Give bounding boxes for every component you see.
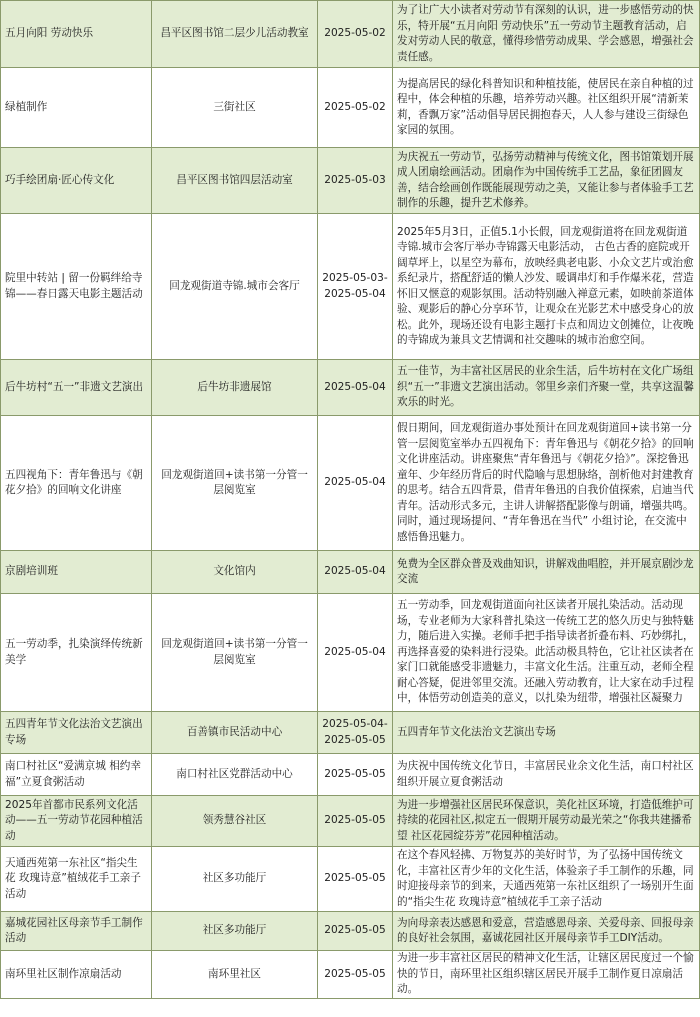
event-venue: 南环里社区: [152, 951, 318, 999]
event-name: 后牛坊村“五一”非遗文艺演出: [1, 360, 152, 416]
event-venue: 回龙观街道回+读书第一分管一层阅览室: [152, 416, 318, 551]
event-name: 巧手绘团扇·匠心传文化: [1, 148, 152, 214]
event-date: 2025-05-05: [318, 847, 393, 912]
event-date: 2025-05-04: [318, 416, 393, 551]
table-row: [1, 951, 700, 999]
event-venue: 回龙观街道寺锦.城市会客厅: [152, 214, 318, 360]
table-row: [1, 214, 700, 360]
table-row: [1, 551, 700, 594]
event-name: 绿植制作: [1, 68, 152, 148]
event-name: 嘉城花园社区母亲节手工制作活动: [1, 912, 152, 951]
event-description: 为庆祝五一劳动节，弘扬劳动精神与传统文化，图书馆策划开展成人团扇绘画活动。团扇作为中国传统手工艺品，象征团圆友善，结合绘画创作既能展现劳动之美，又能让参与者体验手工艺制作的乐趣，提升艺术修养。: [393, 148, 700, 214]
table-row: [1, 796, 700, 847]
event-date: 2025-05-04-2025-05-05: [318, 712, 393, 754]
event-description: 2025年5月3日，正值5.1小长假，回龙观街道将在回龙观街道寺锦.城市会客厅举办寺锦露天电影活动， 古色古香的庭院或开阔草坪上，以星空为幕布，放映经典老电影、小众文艺片或治愈系纪录片，搭配舒适的懒人沙发、暖调串灯和手作爆米花，营造怀旧又惬意的观影氛围。活动特别融入禅意元素，如映前茶道体验、观影后的静心分享环节，让观众在光影艺术中感受身心的放松。此外，现场还设有电影主题打卡点和周边文创摊位，让夜晚的寺锦成为兼具文艺情调和社交趣味的城市治愈空间。: [393, 214, 700, 360]
event-name: 2025年首都市民系列文化活动——五一劳动节花园种植活动: [1, 796, 152, 847]
event-name: 南环里社区制作凉扇活动: [1, 951, 152, 999]
event-name: 五四青年节文化法治文艺演出专场: [1, 712, 152, 754]
event-date: 2025-05-04: [318, 360, 393, 416]
table-row: [1, 847, 700, 912]
event-date: 2025-05-03-2025-05-04: [318, 214, 393, 360]
event-name: 院里中转站 | 留一份羁绊给寺锦——春日露天电影主题活动: [1, 214, 152, 360]
table-row: [1, 360, 700, 416]
event-date: 2025-05-04: [318, 551, 393, 594]
event-venue: 昌平区图书馆四层活动室: [152, 148, 318, 214]
event-description: 假日期间，回龙观街道办事处预计在回龙观街道回+读书第一分管一层阅览室举办五四视角下：青年鲁迅与《朝花夕拾》的回响文化讲座活动。讲座聚焦“青年鲁迅与《朝花夕拾》”。深挖鲁迅童年、少年经历背后的时代隐喻与思想脉络，剖析他对封建教育的思考。结合五四背景，借青年鲁迅的自我价值探索，启迪当代青年。活动形式多元，主讲人讲解搭配影像与朗诵，增强共鸣。同时，通过现场提问、“青年鲁迅在当代” 小组讨论，在交流中感悟鲁迅魅力。: [393, 416, 700, 551]
event-description: 免费为全区群众普及戏曲知识，讲解戏曲唱腔，并开展京剧沙龙交流: [393, 551, 700, 594]
event-name: 五一劳动季，扎染演绎传统新美学: [1, 594, 152, 712]
event-venue: 领秀慧谷社区: [152, 796, 318, 847]
event-venue: 回龙观街道回+读书第一分管一层阅览室: [152, 594, 318, 712]
event-venue: 后牛坊非遗展馆: [152, 360, 318, 416]
event-description: 为向母亲表达感恩和爱意，营造感恩母亲、关爱母亲、回报母亲的良好社会氛围，嘉诚花园社区开展母亲节手工DIY活动。: [393, 912, 700, 951]
event-venue: 三街社区: [152, 68, 318, 148]
event-description: 为庆祝中国传统文化节日，丰富居民业余文化生活，南口村社区组织开展立夏食粥活动: [393, 754, 700, 796]
event-date: 2025-05-05: [318, 951, 393, 999]
event-name: 五四视角下：青年鲁迅与《朝花夕拾》的回响文化讲座: [1, 416, 152, 551]
event-name: 京剧培训班: [1, 551, 152, 594]
event-description: 为进一步增强社区居民环保意识，美化社区环境，打造低维护可持续的花园社区,拟定五一假期开展劳动最光荣之“你我共建播希望 社区花园绽芬芳”花园种植活动。: [393, 796, 700, 847]
table-row: [1, 1, 700, 68]
event-description: 五一佳节，为丰富社区居民的业余生活，后牛坊村在文化广场组织“五一”非遗文艺演出活动。邻里乡亲们齐聚一堂，共享这温馨欢乐的时光。: [393, 360, 700, 416]
event-description: 为了让广大小读者对劳动节有深刻的认识，进一步感悟劳动的快乐，特开展“五月向阳 劳动快乐”五一劳动节主题教育活动，启发对劳动人民的敬意，懂得珍惜劳动成果、学会感恩，增强社会责任感。: [393, 1, 700, 68]
table-row: [1, 912, 700, 951]
event-description: 为进一步丰富社区居民的精神文化生活，让辖区居民度过一个愉快的节日，南环里社区组织辖区居民开展手工制作夏日凉扇活动。: [393, 951, 700, 999]
table-row: [1, 754, 700, 796]
event-venue: 百善镇市民活动中心: [152, 712, 318, 754]
event-name: 天通西苑第一东社区“指尖生花 玫瑰诗意”植绒花手工亲子活动: [1, 847, 152, 912]
event-name: 五月向阳 劳动快乐: [1, 1, 152, 68]
event-description: 在这个春风轻拂、万物复苏的美好时节，为了弘扬中国传统文化，丰富社区青少年的文化生活，体验亲子手工制作的乐趣，同时迎接母亲节的到来，天通西苑第一东社区组织了一场别开生面的“指尖生花 玫瑰诗意”植绒花手工亲子活动: [393, 847, 700, 912]
event-venue: 昌平区图书馆二层少儿活动教室: [152, 1, 318, 68]
event-venue: 南口村社区党群活动中心: [152, 754, 318, 796]
table-row: [1, 416, 700, 551]
event-date: 2025-05-05: [318, 796, 393, 847]
event-name: 南口村社区“爱满京城 相约幸福”立夏食粥活动: [1, 754, 152, 796]
event-date: 2025-05-03: [318, 148, 393, 214]
event-date: 2025-05-02: [318, 1, 393, 68]
event-date: 2025-05-05: [318, 912, 393, 951]
event-date: 2025-05-05: [318, 754, 393, 796]
event-venue: 社区多功能厅: [152, 912, 318, 951]
event-venue: 社区多功能厅: [152, 847, 318, 912]
table-row: [1, 68, 700, 148]
event-date: 2025-05-04: [318, 594, 393, 712]
table-row: [1, 712, 700, 754]
event-date: 2025-05-02: [318, 68, 393, 148]
event-description: 五四青年节文化法治文艺演出专场: [393, 712, 700, 754]
event-description: 为提高居民的绿化科普知识和种植技能，使居民在亲自种植的过程中，体会种植的乐趣，培养劳动兴趣。社区组织开展“清新茉莉，香飘万家”活动倡导居民拥抱春天，人人参与建设三街绿色家园的氛围。: [393, 68, 700, 148]
event-venue: 文化馆内: [152, 551, 318, 594]
events-table-body: [1, 1, 700, 999]
table-row: [1, 594, 700, 712]
table-row: [1, 148, 700, 214]
event-description: 五一劳动季，回龙观街道面向社区读者开展扎染活动。活动现场，专业老师为大家科普扎染这一传统工艺的悠久历史与独特魅力，随后进入实操。老师手把手指导读者折叠布料、巧妙绑扎，再选择喜爱的染料进行浸染。此活动极具特色，它让社区读者在家门口就能感受非遗魅力，丰富文化生活。注重互动，老师全程耐心答疑，促进邻里交流。还融入劳动教育，让大家在动手过程中，体悟劳动创造美的意义，以扎染为纽带，增强社区凝聚力: [393, 594, 700, 712]
